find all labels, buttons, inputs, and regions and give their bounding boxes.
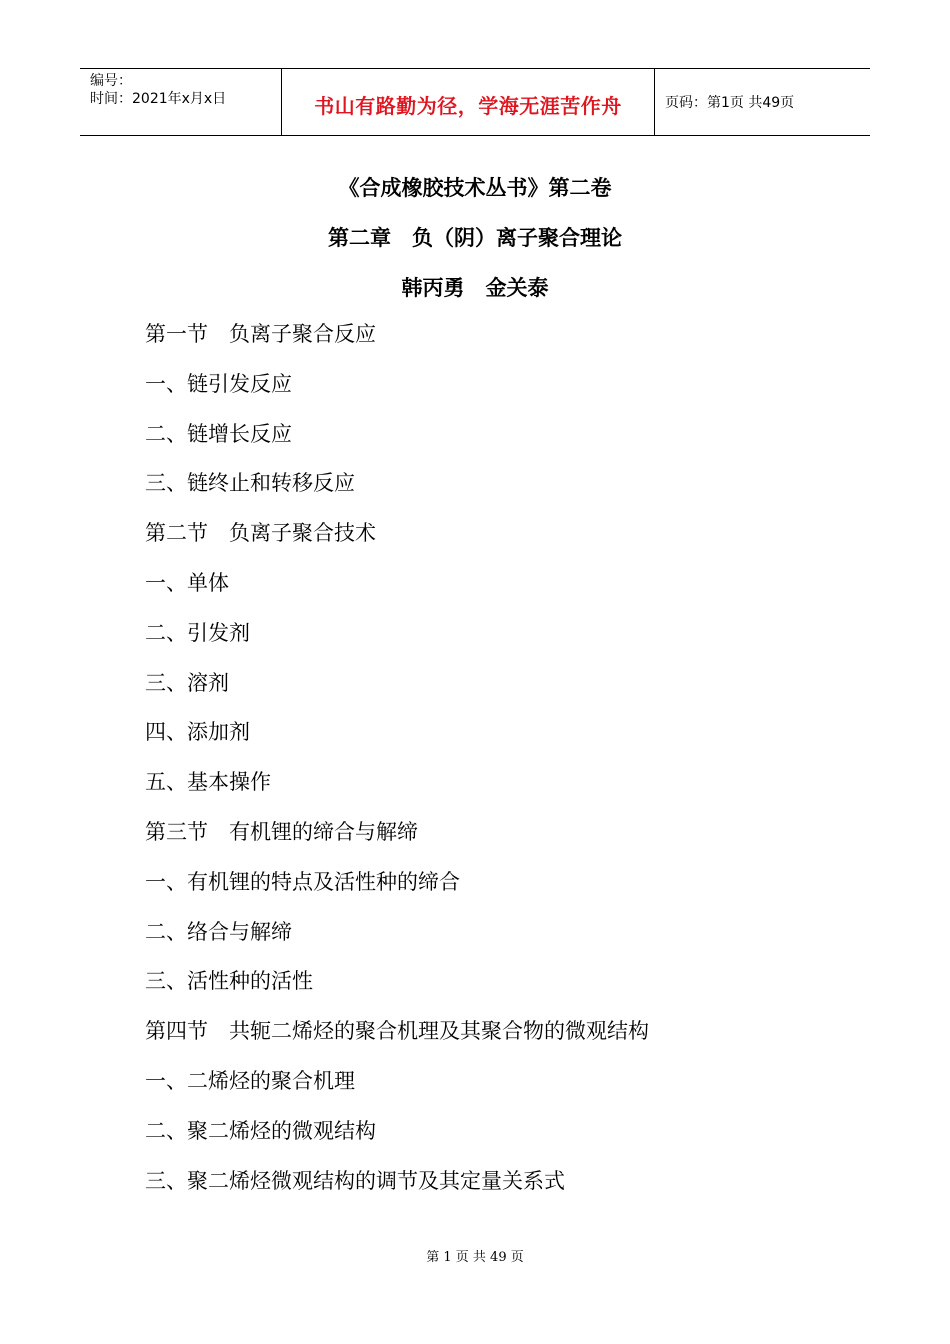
header-motto-cell — [282, 69, 655, 135]
toc-item: 五、基本操作 — [145, 770, 271, 795]
header-page-cell — [655, 69, 870, 135]
book-title: 《合成橡胶技术丛书》第二卷 — [338, 176, 612, 200]
toc-item: 一、链引发反应 — [145, 371, 292, 396]
authors-line: 韩丙勇 金关泰 — [401, 276, 549, 300]
toc-item: 二、络合与解缔 — [145, 919, 292, 944]
header-motto: 书山有路勤为径，学海无涯苦作舟 — [314, 93, 622, 118]
toc-item: 一、单体 — [145, 570, 229, 595]
toc-item: 三、活性种的活性 — [145, 969, 313, 994]
toc-item: 二、链增长反应 — [145, 421, 292, 446]
header-page-info: 页码：第1页 共49页 — [665, 95, 795, 111]
toc-item: 三、溶剂 — [145, 670, 229, 695]
toc-section-3: 第三节 有机锂的缔合与解缔 — [145, 819, 418, 844]
toc-item: 一、二烯烃的聚合机理 — [145, 1068, 355, 1093]
toc-item: 二、引发剂 — [145, 620, 250, 645]
toc-section-1: 第一节 负离子聚合反应 — [145, 322, 376, 346]
page-footer: 第 1 页 共 49 页 — [426, 1250, 524, 1265]
toc-item: 一、有机锂的特点及活性种的缔合 — [145, 869, 460, 894]
table-of-contents — [145, 318, 649, 1214]
document-number-label: 编号： — [90, 73, 132, 89]
toc-item: 四、添加剂 — [145, 720, 250, 745]
toc-item: 二、聚二烯烃的微观结构 — [145, 1118, 376, 1143]
document-date: 时间：2021年x月x日 — [90, 91, 227, 107]
toc-section-4: 第四节 共轭二烯烃的聚合机理及其聚合物的微观结构 — [145, 1019, 649, 1044]
chapter-title: 第二章 负（阴）离子聚合理论 — [328, 226, 622, 250]
toc-item: 三、聚二烯烃微观结构的调节及其定量关系式 — [145, 1168, 565, 1193]
header-meta-cell — [80, 69, 282, 135]
toc-item: 三、链终止和转移反应 — [145, 471, 355, 496]
toc-section-2: 第二节 负离子聚合技术 — [145, 521, 376, 546]
page-header-table — [80, 68, 870, 136]
